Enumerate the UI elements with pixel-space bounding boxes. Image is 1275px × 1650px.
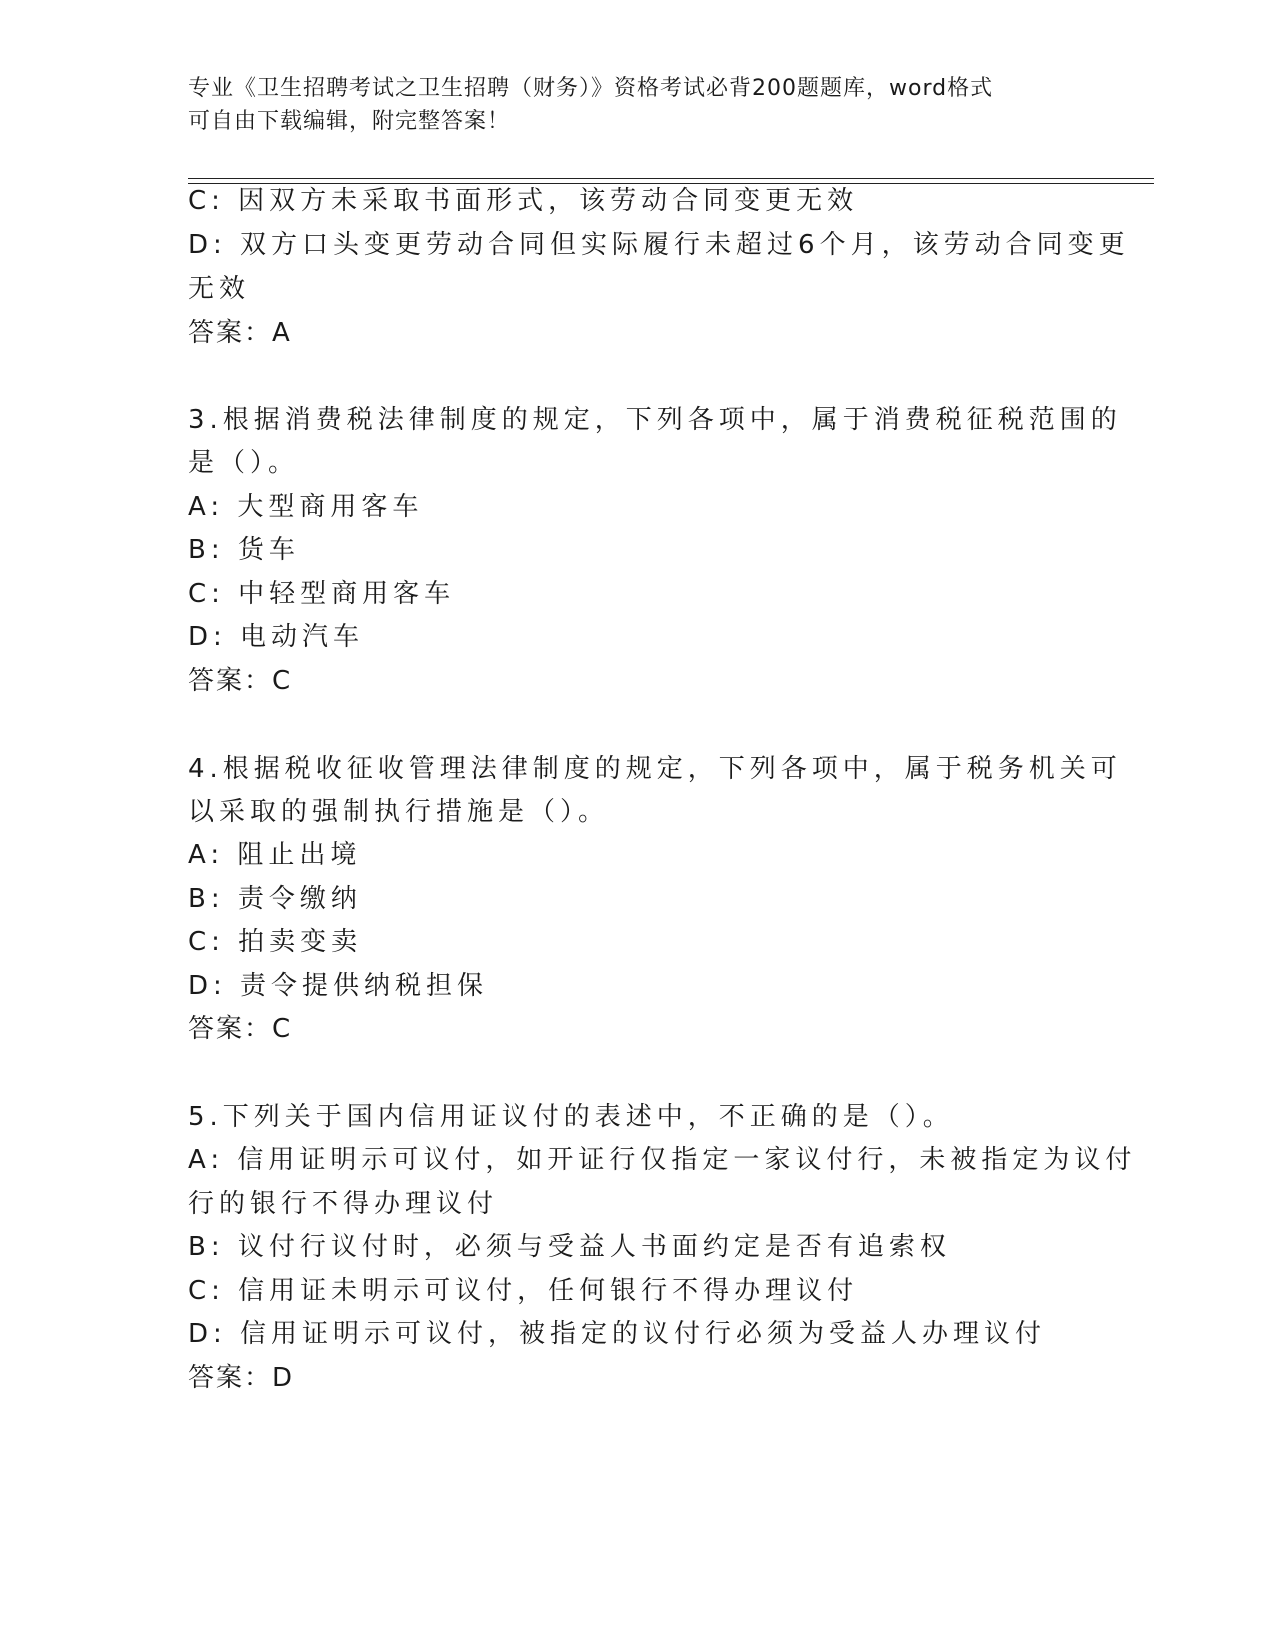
q3-answer: 答案：C bbox=[188, 666, 293, 696]
header-divider-bottom bbox=[188, 183, 1154, 184]
q4-stem-line-1: 4.根据税收征收管理法律制度的规定，下列各项中，属于税务机关可 bbox=[188, 754, 1122, 784]
q3-stem-line-1: 3.根据消费税法律制度的规定，下列各项中，属于消费税征税范围的 bbox=[188, 405, 1122, 435]
q5-stem-line-1: 5.下列关于国内信用证议付的表述中，不正确的是（）。 bbox=[188, 1102, 954, 1132]
q5-answer: 答案：D bbox=[188, 1363, 295, 1393]
q2-option-d-line-1: D: 双方口头变更劳动合同但实际履行未超过6个月，该劳动合同变更 bbox=[188, 230, 1130, 260]
q5-option-d: D: 信用证明示可议付，被指定的议付行必须为受益人办理议付 bbox=[188, 1319, 1047, 1349]
q4-stem-line-2: 以采取的强制执行措施是（）。 bbox=[188, 797, 610, 827]
q4-option-c: C: 拍卖变卖 bbox=[188, 927, 363, 957]
document-header bbox=[188, 72, 1088, 138]
q2-answer: 答案：A bbox=[188, 318, 292, 348]
q3-option-b: B: 货车 bbox=[188, 535, 300, 565]
q3-option-a: A: 大型商用客车 bbox=[188, 492, 424, 522]
q2-option-d-line-2: 无效 bbox=[188, 274, 251, 304]
header-line-1: 专业《卫生招聘考试之卫生招聘（财务）》资格考试必背200题题库，word格式 bbox=[188, 76, 994, 101]
q5-option-a-line-1: A: 信用证明示可议付，如开证行仅指定一家议付行，未被指定为议付 bbox=[188, 1145, 1137, 1175]
header-divider-top bbox=[188, 178, 1154, 179]
header-line-2: 可自由下载编辑，附完整答案！ bbox=[188, 109, 511, 134]
q5-option-c: C: 信用证未明示可议付，任何银行不得办理议付 bbox=[188, 1276, 859, 1306]
q5-option-b: B: 议付行议付时，必须与受益人书面约定是否有追索权 bbox=[188, 1232, 951, 1262]
q4-option-d: D: 责令提供纳税担保 bbox=[188, 971, 489, 1001]
q5-option-a-line-2: 行的银行不得办理议付 bbox=[188, 1189, 499, 1219]
q4-answer: 答案：C bbox=[188, 1014, 293, 1044]
q2-option-c: C: 因双方未采取书面形式，该劳动合同变更无效 bbox=[188, 186, 859, 216]
q3-stem-line-2: 是（）。 bbox=[188, 448, 300, 478]
q4-option-a: A: 阻止出境 bbox=[188, 840, 362, 870]
q3-option-c: C: 中轻型商用客车 bbox=[188, 579, 456, 609]
q4-option-b: B: 责令缴纳 bbox=[188, 884, 362, 914]
q3-option-d: D: 电动汽车 bbox=[188, 622, 365, 652]
